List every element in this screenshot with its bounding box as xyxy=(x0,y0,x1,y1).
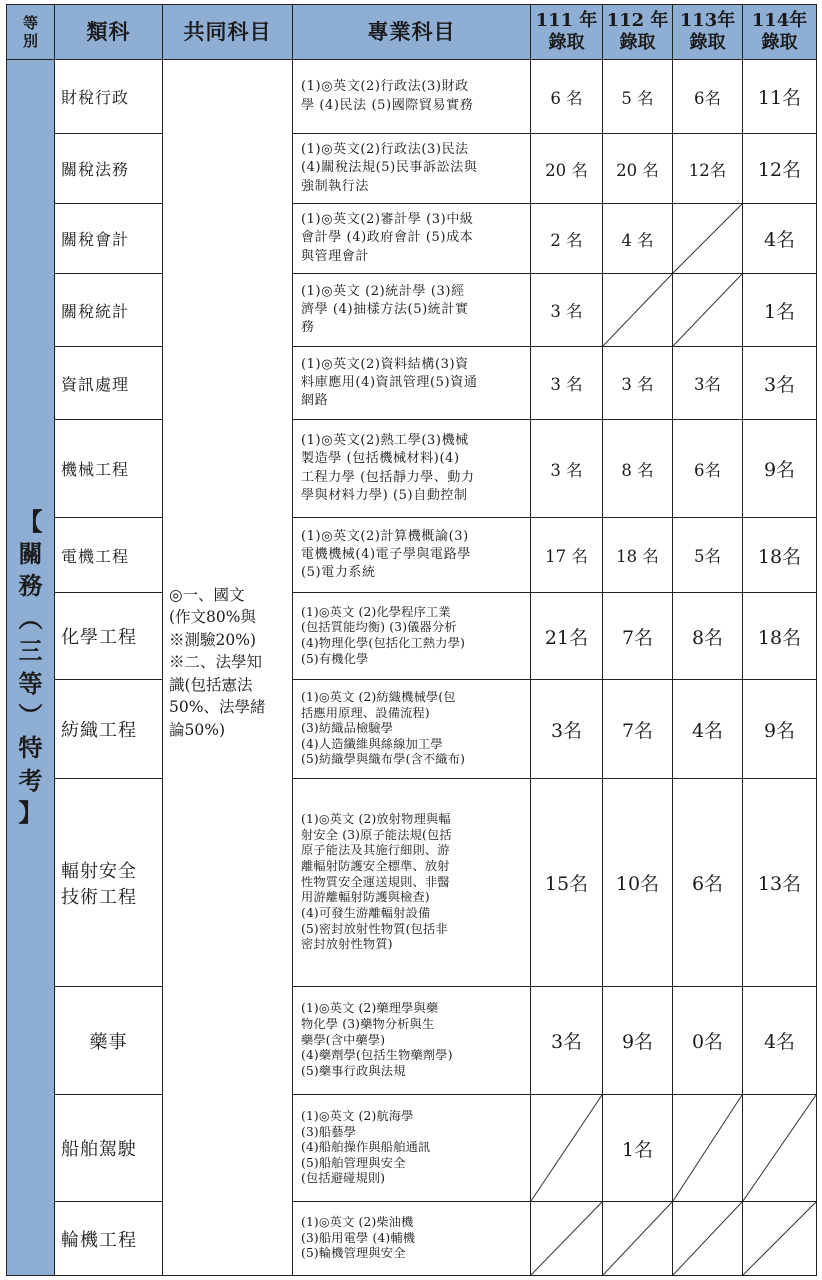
admission-count-111: 2 名 xyxy=(531,204,603,274)
admission-count-113 xyxy=(673,1202,743,1276)
admission-count-113 xyxy=(673,204,743,274)
not-offered-slash xyxy=(743,1095,816,1201)
admission-count-113: 5名 xyxy=(673,518,743,593)
admission-count-113 xyxy=(673,1095,743,1202)
not-offered-slash xyxy=(673,1095,742,1201)
admission-count-112: 10名 xyxy=(603,779,673,987)
category-cell: 電機工程 xyxy=(55,518,163,593)
major-subject-line: 藥學(含中藥學) xyxy=(301,1032,386,1047)
table-row xyxy=(7,1202,817,1276)
major-subjects-cell xyxy=(293,134,531,204)
admission-count-114: 11名 xyxy=(743,60,817,134)
major-subject-line: (1)◎英文(2)計算機概論(3) xyxy=(301,528,469,544)
header-category: 類科 xyxy=(55,5,163,60)
rank-label-char: 三 xyxy=(18,636,43,666)
rank-label-char: 考 xyxy=(18,765,43,795)
major-subject-line: (包括避碰規則) xyxy=(301,1171,386,1186)
major-subject-line: (3)紡織品檢驗學 xyxy=(301,721,394,736)
major-subject-line: (1)◎英文(2)審計學 (3)中級 xyxy=(301,212,474,228)
not-offered-slash xyxy=(673,204,742,273)
table-row xyxy=(7,680,817,779)
not-offered-slash xyxy=(603,1202,672,1275)
header-common-subjects: 共同科目 xyxy=(163,5,293,60)
major-subject-line: (4)人造纖維與絲線加工學 xyxy=(301,736,443,751)
exam-admission-table xyxy=(6,4,817,1276)
category-cell: 關稅會計 xyxy=(55,204,163,274)
admission-count-113: 6名 xyxy=(673,779,743,987)
table-row xyxy=(7,518,817,593)
admission-count-113 xyxy=(673,274,743,347)
major-subject-line: 會計學 (4)政府會計 (5)成本 xyxy=(301,230,474,246)
admission-count-114 xyxy=(743,1095,817,1202)
table-row xyxy=(7,274,817,347)
major-subject-line: (包括質能均衡) (3)儀器分析 xyxy=(301,620,457,635)
major-subject-line: (1)◎英文 (2)紡織機械學(包 xyxy=(301,689,456,704)
admission-count-111: 17 名 xyxy=(531,518,603,593)
major-subject-line: (5)電力系統 xyxy=(301,565,376,581)
admission-count-114: 18名 xyxy=(743,518,817,593)
major-subject-line: (1)◎英文 (2)柴油機 xyxy=(301,1215,414,1230)
major-subject-line: (3)船用電學 (4)輔機 xyxy=(301,1230,416,1245)
category-cell: 化學工程 xyxy=(55,593,163,680)
header-year-111: 111 年 錄取 xyxy=(531,5,603,60)
major-subject-line: (5)藥事行政與法規 xyxy=(301,1063,406,1078)
category-cell: 藥事 xyxy=(55,987,163,1095)
admission-count-113: 6名 xyxy=(673,60,743,134)
major-subjects-cell xyxy=(293,420,531,518)
major-subject-line: (5)輪機管理與安全 xyxy=(301,1246,406,1261)
not-offered-slash xyxy=(673,274,742,346)
rank-label-char: 關 xyxy=(18,538,43,568)
admission-count-112: 1名 xyxy=(603,1095,673,1202)
category-cell: 輻射安全技術工程 xyxy=(55,779,163,987)
not-offered-slash xyxy=(743,1202,816,1275)
admission-count-114: 4名 xyxy=(743,204,817,274)
table-row xyxy=(7,420,817,518)
major-subjects-cell xyxy=(293,1202,531,1276)
admission-count-112: 4 名 xyxy=(603,204,673,274)
header-year-114: 114年 錄取 xyxy=(743,5,817,60)
admission-count-111: 3名 xyxy=(531,987,603,1095)
category-cell: 船舶駕駛 xyxy=(55,1095,163,1202)
major-subject-line: 與管理會計 xyxy=(301,248,370,264)
major-subject-line: 學與材料力學) (5)自動控制 xyxy=(301,487,468,503)
major-subjects-cell xyxy=(293,1095,531,1202)
admission-count-111: 3名 xyxy=(531,680,603,779)
major-subject-line: 工程力學 (包括靜力學、動力 xyxy=(301,469,475,485)
table-row xyxy=(7,987,817,1095)
admission-count-112: 5 名 xyxy=(603,60,673,134)
category-cell: 輪機工程 xyxy=(55,1202,163,1276)
major-subject-line: 原子能法及其施行細則、游 xyxy=(301,843,450,858)
major-subject-line: (5)有機化學 xyxy=(301,651,369,666)
admission-count-114: 9名 xyxy=(743,680,817,779)
admission-count-112: 18 名 xyxy=(603,518,673,593)
table-row xyxy=(7,347,817,420)
rank-label-char: 【 xyxy=(18,506,43,536)
major-subject-line: 性物質安全運送規則、非醫 xyxy=(301,874,450,889)
admission-count-112: 3 名 xyxy=(603,347,673,420)
admission-count-111: 3 名 xyxy=(531,420,603,518)
category-cell: 關稅統計 xyxy=(55,274,163,347)
not-offered-slash xyxy=(603,274,672,346)
major-subjects-cell xyxy=(293,274,531,347)
major-subject-line: 濟學 (4)抽樣方法(5)統計實 xyxy=(301,301,469,317)
admission-count-113: 4名 xyxy=(673,680,743,779)
major-subject-line: (4)可發生游離輻射設備 xyxy=(301,905,431,920)
admission-count-112: 9名 xyxy=(603,987,673,1095)
category-cell: 機械工程 xyxy=(55,420,163,518)
admission-count-113: 8名 xyxy=(673,593,743,680)
common-subject-line: (作文80%與 xyxy=(169,608,256,627)
admission-count-111: 3 名 xyxy=(531,274,603,347)
category-cell: 資訊處理 xyxy=(55,347,163,420)
common-subject-line: 識(包括憲法 xyxy=(169,675,253,694)
exam-table-container xyxy=(6,4,816,1276)
rank-label-char: ︶ xyxy=(18,700,43,730)
rank-label-char: 】 xyxy=(18,798,43,828)
admission-count-114: 4名 xyxy=(743,987,817,1095)
admission-count-114 xyxy=(743,1202,817,1276)
admission-count-112: 20 名 xyxy=(603,134,673,204)
major-subjects-cell xyxy=(293,518,531,593)
major-subject-line: (1)◎英文 (2)統計學 (3)經 xyxy=(301,283,465,299)
major-subject-line: 料庫應用(4)資訊管理(5)資通 xyxy=(301,374,478,390)
admission-count-114: 1名 xyxy=(743,274,817,347)
major-subject-line: 括應用原理、設備流程) xyxy=(301,705,430,720)
major-subject-line: (1)◎英文 (2)放射物理與輻 xyxy=(301,812,451,827)
table-row xyxy=(7,593,817,680)
table-row xyxy=(7,779,817,987)
rank-label-char: ︵ xyxy=(18,603,43,633)
major-subject-line: (1)◎英文 (2)藥理學與藥 xyxy=(301,1001,439,1016)
not-offered-slash xyxy=(531,1202,602,1275)
admission-count-112 xyxy=(603,1202,673,1276)
rank-label-char: 務 xyxy=(18,571,43,601)
admission-count-114: 9名 xyxy=(743,420,817,518)
admission-count-112: 8 名 xyxy=(603,420,673,518)
major-subjects-cell xyxy=(293,60,531,134)
major-subject-line: (1)◎英文(2)行政法(3)民法 xyxy=(301,142,469,158)
admission-count-113: 3名 xyxy=(673,347,743,420)
major-subject-line: (1)◎英文 (2)化學程序工業 xyxy=(301,604,451,619)
major-subject-line: (5)紡織學與織布學(含不織布) xyxy=(301,752,466,767)
admission-count-113: 0名 xyxy=(673,987,743,1095)
common-subjects-cell xyxy=(163,60,293,1276)
major-subjects-cell xyxy=(293,204,531,274)
header-year-112: 112 年 錄取 xyxy=(603,5,673,60)
admission-count-111 xyxy=(531,1202,603,1276)
table-row xyxy=(7,134,817,204)
major-subject-line: (1)◎英文 (2)航海學 xyxy=(301,1108,414,1123)
major-subject-line: 密封放射性物質) xyxy=(301,937,393,952)
admission-count-114: 13名 xyxy=(743,779,817,987)
admission-count-112: 7名 xyxy=(603,593,673,680)
common-subject-line: 論50%) xyxy=(169,720,225,739)
admission-count-113: 12名 xyxy=(673,134,743,204)
major-subject-line: 網路 xyxy=(301,393,329,409)
header-rank: 等 別 xyxy=(7,5,55,60)
common-subject-line: ◎一、國文 xyxy=(169,585,245,604)
major-subject-line: 射安全 (3)原子能法規(包括 xyxy=(301,827,452,842)
admission-count-111 xyxy=(531,1095,603,1202)
major-subjects-cell xyxy=(293,347,531,420)
table-row xyxy=(7,1095,817,1202)
major-subject-line: 製造學 (包括機械材料)(4) xyxy=(301,451,460,467)
admission-count-111: 3 名 xyxy=(531,347,603,420)
major-subjects-cell xyxy=(293,779,531,987)
category-cell: 財稅行政 xyxy=(55,60,163,134)
major-subject-line: (4)船舶操作與船舶通訊 xyxy=(301,1140,431,1155)
major-subject-line: 學 (4)民法 (5)國際貿易實務 xyxy=(301,97,474,113)
category-cell: 紡織工程 xyxy=(55,680,163,779)
major-subject-line: 物化學 (3)藥物分析與生 xyxy=(301,1017,435,1032)
admission-count-111: 6 名 xyxy=(531,60,603,134)
major-subject-line: (5)密封放射性物質(包括非 xyxy=(301,921,448,936)
header-major-subjects: 專業科目 xyxy=(293,5,531,60)
admission-count-114: 3名 xyxy=(743,347,817,420)
table-row xyxy=(7,204,817,274)
admission-count-113: 6名 xyxy=(673,420,743,518)
rank-label-char: 特 xyxy=(18,733,43,763)
admission-count-114: 12名 xyxy=(743,134,817,204)
admission-count-111: 20 名 xyxy=(531,134,603,204)
category-cell: 關稅法務 xyxy=(55,134,163,204)
major-subject-line: (4)藥劑學(包括生物藥劑學) xyxy=(301,1048,453,1063)
major-subjects-cell xyxy=(293,593,531,680)
major-subject-line: (4)關稅法規(5)民事訴訟法與 xyxy=(301,160,478,176)
major-subject-line: 強制執行法 xyxy=(301,178,370,194)
common-subject-line: ※二、法學知 xyxy=(169,653,263,672)
not-offered-slash xyxy=(531,1095,602,1201)
major-subject-line: (1)◎英文(2)資料結構(3)資 xyxy=(301,356,469,372)
admission-count-112: 7名 xyxy=(603,680,673,779)
header-year-113: 113年 錄取 xyxy=(673,5,743,60)
admission-count-112 xyxy=(603,274,673,347)
rank-label-char: 等 xyxy=(18,668,43,698)
major-subject-line: 務 xyxy=(301,320,315,336)
major-subject-line: (1)◎英文(2)行政法(3)財政 xyxy=(301,79,469,95)
not-offered-slash xyxy=(673,1202,742,1275)
common-subject-line: ※測驗20%) xyxy=(169,630,256,649)
major-subject-line: (4)物理化學(包括化工熱力學) xyxy=(301,636,466,650)
major-subject-line: 離輻射防護安全標準、放射 xyxy=(301,859,450,874)
major-subject-line: (3)船藝學 xyxy=(301,1124,357,1139)
common-subject-line: 50%、法學緒 xyxy=(169,698,266,717)
major-subject-line: 用游離輻射防護與檢查) xyxy=(301,890,430,905)
table-row xyxy=(7,60,817,134)
major-subject-line: (5)船舶管理與安全 xyxy=(301,1155,406,1170)
admission-count-111: 21名 xyxy=(531,593,603,680)
major-subjects-cell xyxy=(293,680,531,779)
admission-count-111: 15名 xyxy=(531,779,603,987)
rank-label-customs-level3 xyxy=(7,60,55,1276)
major-subject-line: (1)◎英文(2)熱工學(3)機械 xyxy=(301,433,469,449)
admission-count-114: 18名 xyxy=(743,593,817,680)
header-row xyxy=(7,5,817,60)
major-subjects-cell xyxy=(293,987,531,1095)
major-subject-line: 電機機械(4)電子學與電路學 xyxy=(301,546,471,562)
